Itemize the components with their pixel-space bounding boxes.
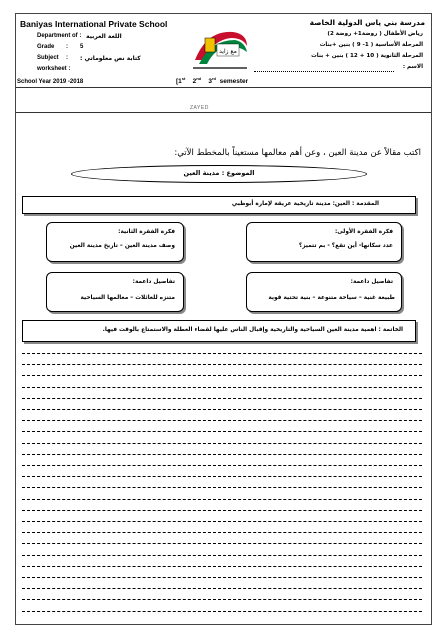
writing-line[interactable] [22,387,422,388]
department-label: Department of : [37,33,82,39]
basic-stage-line: المرحلة الأساسية ( 1- 9 ) بنين +بنات [319,42,423,48]
writing-line[interactable] [22,487,422,488]
semester-first-box: [ [176,78,179,86]
details-two-title: تفاصيل داعمة: [132,279,175,285]
subject-label: Subject [37,55,59,61]
conclusion-text: الخاتمة : اهمية مدينة العين السياحية والتاريخية وإقبال الناس عليها لقضاء العطلة والاستمتاع بالوقت فيها. [102,327,403,333]
semester-second: 2 [192,78,197,86]
school-name-en: Baniyas International Private School [20,19,168,29]
writing-line[interactable] [22,420,422,421]
writing-line[interactable] [22,510,422,511]
intro-box [22,196,416,214]
topic-text: الموضوع : مدينة العين [183,169,255,177]
writing-line[interactable] [22,476,422,477]
topic-oval [71,165,367,183]
writing-line[interactable] [22,611,422,612]
writing-line[interactable] [22,588,422,589]
semester-row [176,76,248,85]
header-rule [16,87,431,88]
writing-line[interactable] [22,532,422,533]
zayed-mark: ZAYED [190,105,209,111]
page-frame [15,13,432,625]
semester-third: 3 [208,78,212,86]
writing-line[interactable] [22,465,422,466]
details-one-title: تفاصيل داعمة: [350,279,393,285]
department-value: اللغة العربية [86,33,122,40]
conclusion-box [22,320,416,342]
writing-prompt: اكتب مقالاً عن مدينة العين ، وعن أهم معالمها مستعيناً بالمخطط الآتي: [174,148,421,158]
details-one-box [246,272,402,312]
paragraph-one-box [246,222,402,262]
grade-label: Grade [37,44,55,50]
writing-line[interactable] [22,521,422,522]
writing-line[interactable] [22,364,422,365]
details-two-box [46,272,184,312]
worksheet-label: worksheet : [37,66,71,72]
writing-line[interactable] [22,566,422,567]
writing-line[interactable] [22,353,422,354]
name-label: الاسم : [402,64,423,70]
intro-text: المقدمة : العين: مدينة تاريخية عريقة لإمارة أبوظبي [231,201,379,207]
writing-line[interactable] [22,555,422,556]
paragraph-one-title: فكرة الفقرة الأولى: [334,229,393,235]
writing-line[interactable] [22,431,422,432]
subject-separator: : [66,55,68,61]
kg-line: رياض الأطفال ( روضة1+ روضة 2) [327,31,423,37]
writing-line[interactable] [22,543,422,544]
writing-line[interactable] [22,375,422,376]
semester-label: semester [219,78,249,86]
subject-value: كتابة نص معلوماتي : [80,55,141,62]
writing-line[interactable] [22,443,422,444]
grade-separator: : [66,44,68,50]
details-two-body: متنزه للعائلات – معالمها السياحية [80,295,175,301]
section-rule [16,112,431,113]
paragraph-one-body: عدد سكانها- أين تقع؟ - بم تتميز؟ [298,243,393,249]
semester-third-suffix: rd [211,76,216,81]
semester-first: 1 [178,78,182,86]
secondary-stage-line: المرحلة الثانوية ( 10 + 12 ) بنين + بنات [311,53,423,59]
writing-line[interactable] [22,398,422,399]
writing-line[interactable] [22,454,422,455]
school-logo [189,24,251,70]
school-name-ar: مدرسة بني ياس الدولية الخاصة [309,18,425,27]
paragraph-two-box [46,222,184,262]
semester-first-suffix: st [181,76,186,81]
logo-caption: مع زايد [219,48,237,55]
writing-line[interactable] [22,599,422,600]
semester-second-suffix: nd [196,76,202,81]
paragraph-two-title: فكرة الفقرة الثانية: [118,229,175,235]
writing-line[interactable] [22,409,422,410]
writing-line[interactable] [22,577,422,578]
writing-line[interactable] [22,499,422,500]
grade-value: 5 [80,44,84,50]
details-one-body: طبيعة غنية – سياحة متنوعة – بنية تحتية قوية [268,295,395,301]
school-year: School Year 2019 -2018 [17,79,84,85]
name-field-line [254,71,394,72]
paragraph-two-body: وصف مدينة العين – تاريخ مدينة العين [69,243,175,249]
